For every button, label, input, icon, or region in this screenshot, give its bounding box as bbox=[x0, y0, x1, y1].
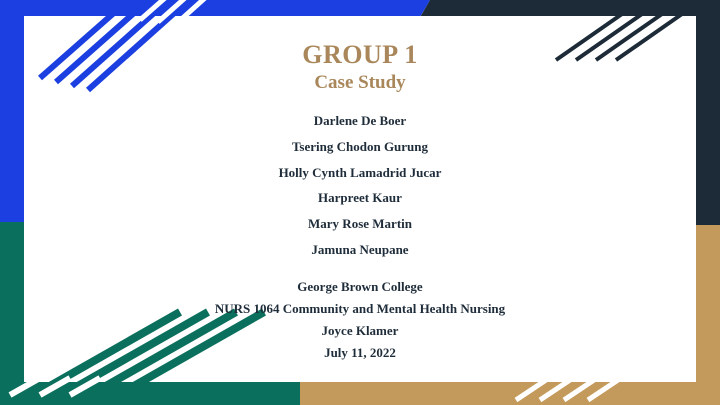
slide-title: GROUP 1 bbox=[302, 40, 418, 69]
member-list bbox=[24, 108, 696, 263]
member-name: Mary Rose Martin bbox=[308, 216, 412, 232]
member-name: Darlene De Boer bbox=[313, 113, 407, 128]
slide-subtitle: Case Study bbox=[314, 72, 406, 93]
course-name: NURS 1064 Community and Mental Health Nursing bbox=[214, 301, 506, 316]
course-info bbox=[24, 276, 696, 364]
member-name: Tsering Chodon Gurung bbox=[291, 138, 429, 154]
presentation-date: July 11, 2022 bbox=[324, 345, 396, 360]
instructor-name: Joyce Klamer bbox=[321, 323, 399, 338]
member-name: Harpreet Kaur bbox=[318, 190, 402, 206]
member-name: Holly Cynth Lamadrid Jucar bbox=[278, 164, 442, 180]
institution-name: George Brown College bbox=[297, 279, 423, 294]
slide-content bbox=[24, 16, 696, 382]
member-name: Jamuna Neupane bbox=[311, 241, 409, 257]
